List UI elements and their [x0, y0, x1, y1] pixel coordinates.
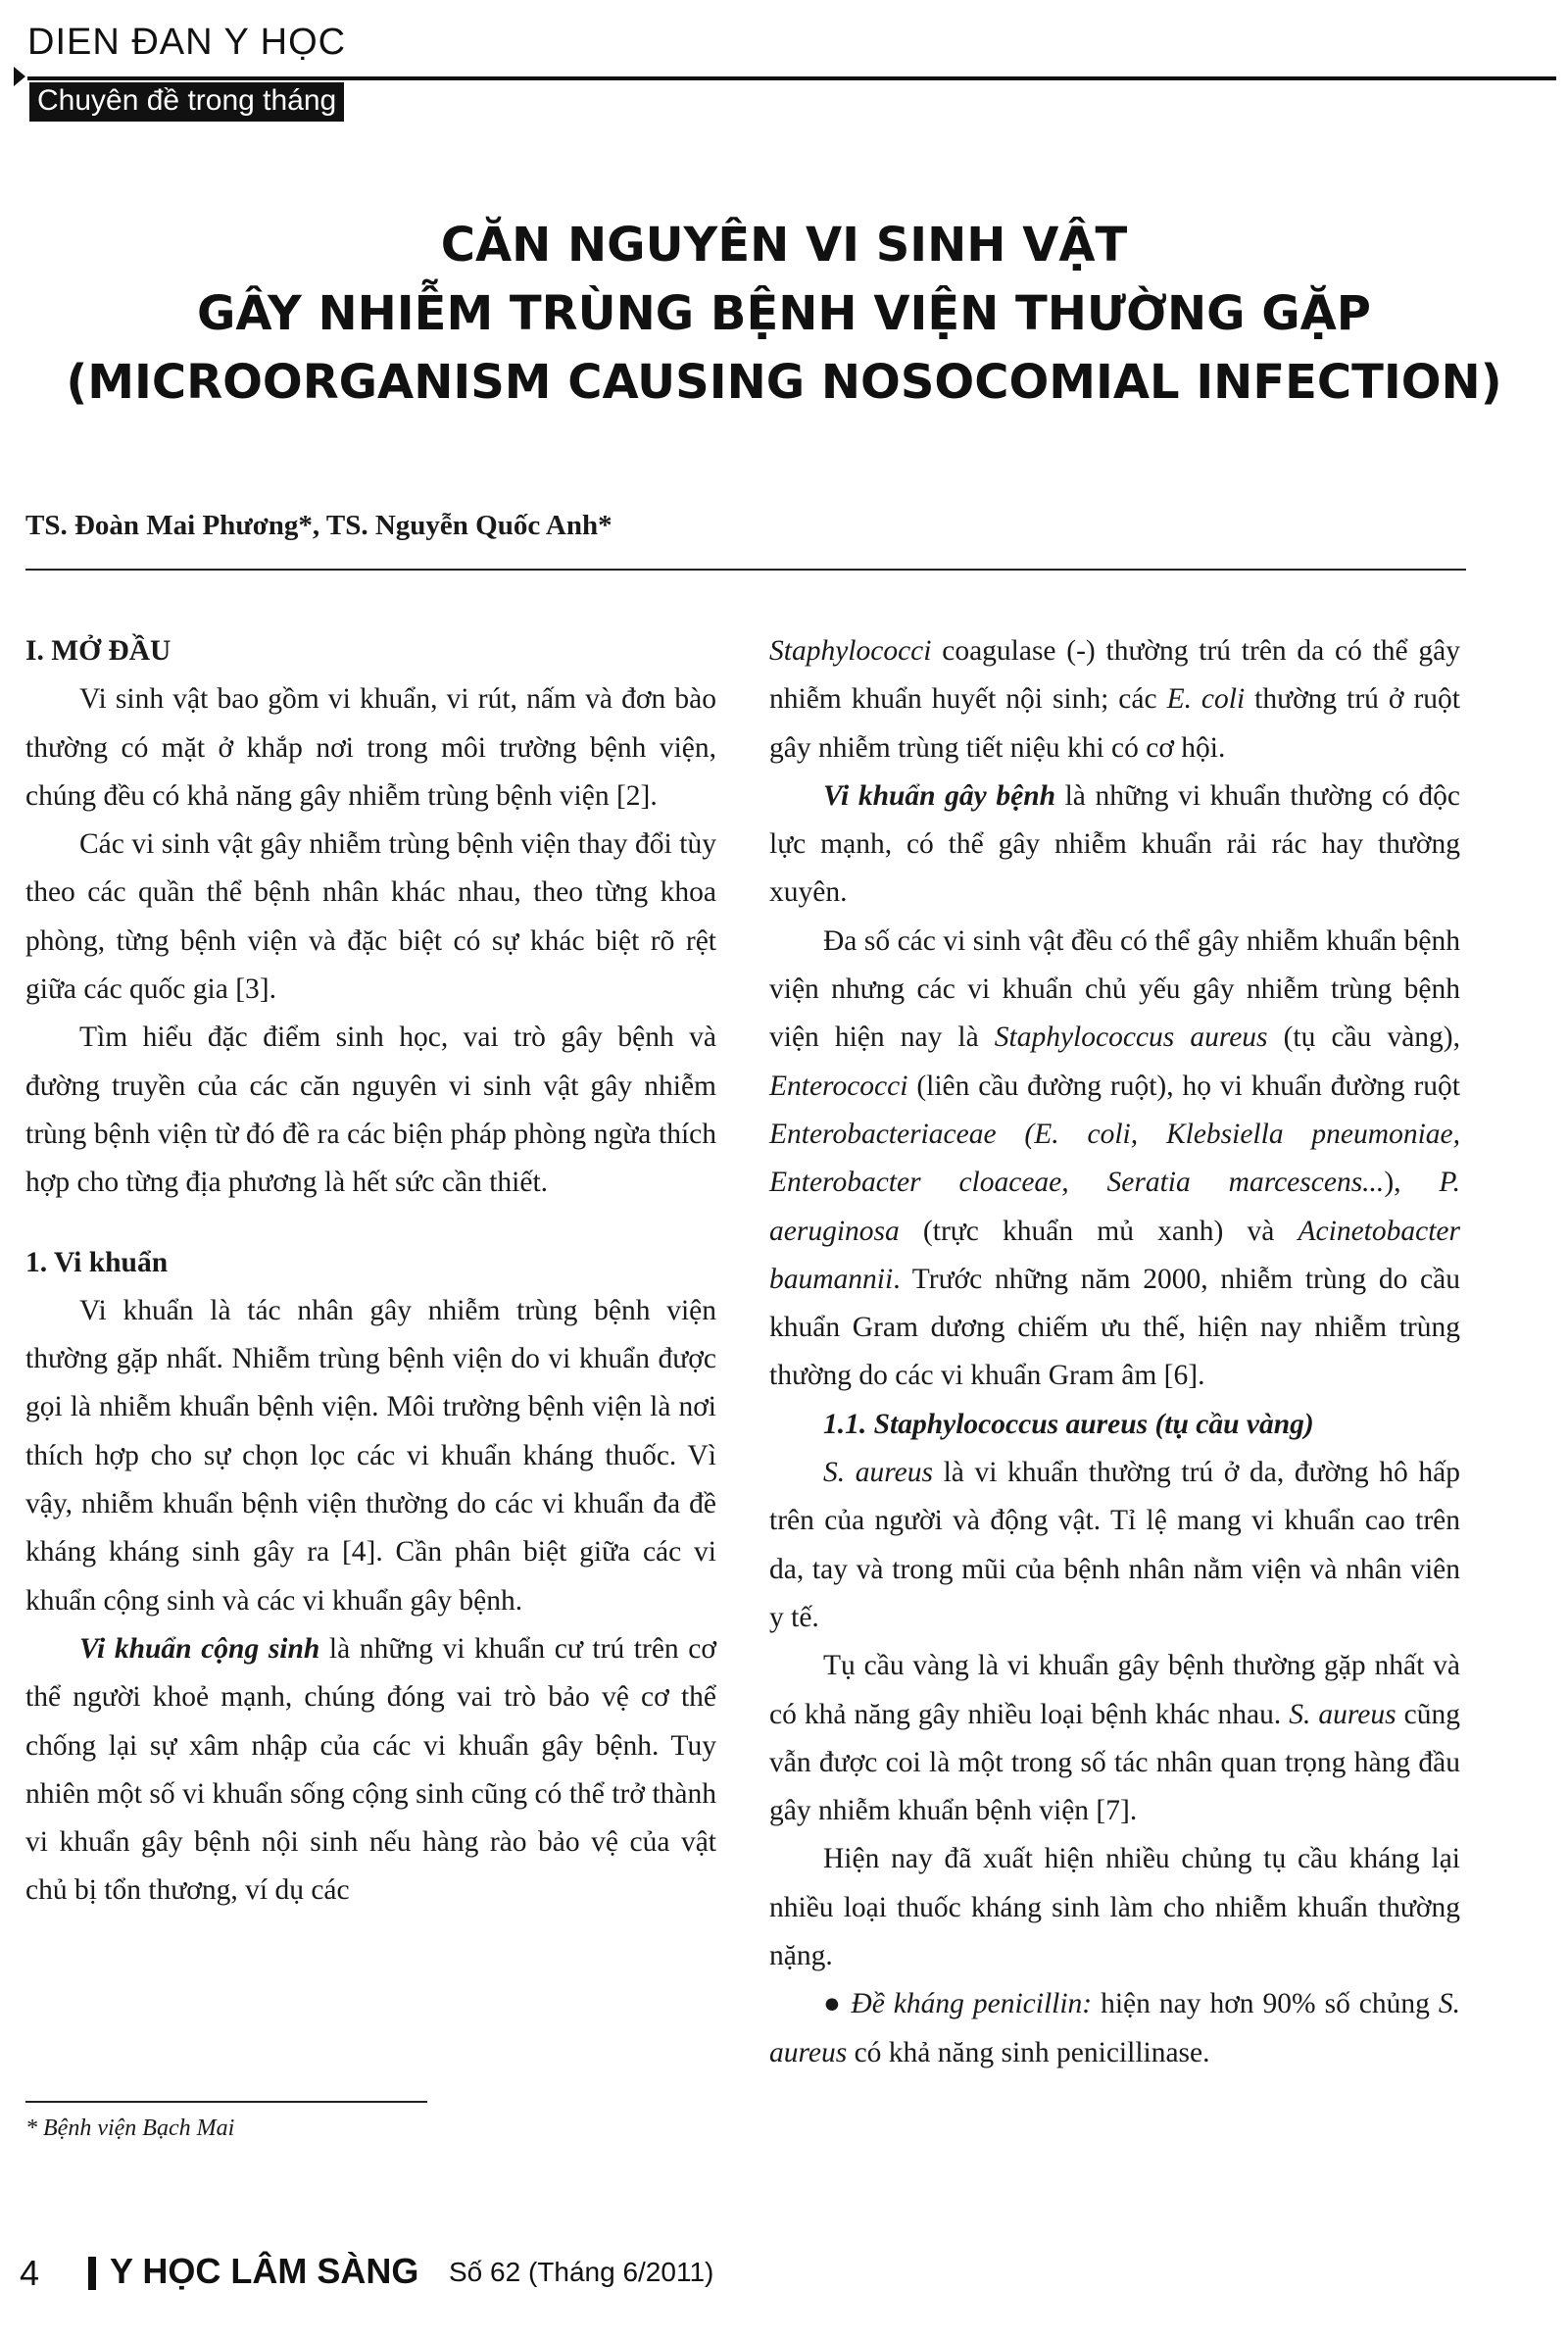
- footer-bar: [88, 2257, 96, 2290]
- article-title: [0, 211, 1568, 417]
- paragraph: Vi khuẩn gây bệnh là những vi khuẩn thường có độc lực mạnh, có thể gây nhiễm khuẩn rải rác hay thường xuyên.: [769, 779, 1460, 909]
- paragraph: Vi khuẩn cộng sinh là những vi khuẩn cư trú trên cơ thể người khoẻ mạnh, chúng đóng vai trò bảo vệ cơ thể chống lại sự xâm nhập của các vi khuẩn gây bệnh. Tuy nhiên một số vi khuẩn sống cộng sinh cũng có thể trở thành vi khuẩn gây bệnh nội sinh nếu hàng rào bảo vệ của vật chủ bị tổn thương, ví dụ các: [25, 1632, 716, 1907]
- author-line: TS. Đoàn Mai Phương*, TS. Nguyễn Quốc Anh*: [25, 510, 612, 541]
- author-divider: [25, 569, 1466, 571]
- paragraph: Đa số các vi sinh vật đều có thể gây nhiễm khuẩn bệnh viện nhưng các vi khuẩn chủ yếu gây nhiễm trùng bệnh viện hiện nay là Staphylococcus aureus (tụ cầu vàng), Enterococci (liên cầu đường ruột), họ vi khuẩn đường ruột Enterobacteriaceae (E. coli, Klebsiella pneumoniae, Enterobacter cloaceae, Seratia marcescens...), P. aeruginosa (trực khuẩn mủ xanh) và Acinetobacter baumannii. Trước những năm 2000, nhiễm trùng do cầu khuẩn Gram dương chiếm ưu thế, hiện nay nhiễm trùng thường do các vi khuẩn Gram âm [6].: [769, 924, 1460, 1392]
- subsection-heading-staph: 1.1. Staphylococcus aureus (tụ cầu vàng): [823, 1408, 1314, 1440]
- paragraph: Vi khuẩn là tác nhân gây nhiễm trùng bệnh viện thường gặp nhất. Nhiễm trùng bệnh viện do vi khuẩn được gọi là nhiễm khuẩn bệnh viện. Môi trường bệnh viện là nơi thích hợp cho sự chọn lọc các vi khuẩn kháng thuốc. Vì vậy, nhiễm khuẩn bệnh viện thường do các vi khuẩn đa đề kháng kháng sinh gây ra [4]. Cần phân biệt giữa các vi khuẩn cộng sinh và các vi khuẩn gây bệnh.: [25, 1294, 716, 1617]
- section-heading-bacteria: 1. Vi khuẩn: [25, 1246, 169, 1278]
- right-column: [769, 627, 1460, 2077]
- page-number: 4: [20, 2253, 40, 2293]
- term-pathogenic-bacteria: Vi khuẩn gây bệnh: [823, 779, 1056, 812]
- paragraph-continued: Staphylococci coagulase (-) thường trú trên da có thể gây nhiễm khuẩn huyết nội sinh; các E. coli thường trú ở ruột gây nhiễm trùng tiết niệu khi có cơ hội.: [769, 635, 1460, 764]
- title-line-2: GÂY NHIỄM TRÙNG BỆNH VIỆN THƯỜNG GẶP: [197, 286, 1371, 341]
- paragraph: Vi sinh vật bao gồm vi khuẩn, vi rút, nấm và đơn bào thường có mặt ở khắp nơi trong môi trường bệnh viện, chúng đều có khả năng gây nhiễm trùng bệnh viện [2].: [25, 683, 716, 812]
- journal-section-brand: DIEN ĐAN Y HỌC: [27, 22, 347, 63]
- footnote-divider: [25, 2101, 427, 2103]
- paragraph: Hiện nay đã xuất hiện nhiều chủng tụ cầu kháng lại nhiều loại thuốc kháng sinh làm cho nhiễm khuẩn thường nặng.: [769, 1843, 1460, 1972]
- journal-name: Y HỌC LÂM SÀNG: [110, 2251, 419, 2291]
- header-arrow-icon: [14, 67, 25, 86]
- header-rule: [27, 76, 1556, 80]
- title-line-3: (MICROORGANISM CAUSING NOSOCOMIAL INFECTION): [66, 355, 1502, 410]
- section-rubric: Chuyên đề trong tháng: [29, 82, 344, 122]
- term-commensal-bacteria: Vi khuẩn cộng sinh: [79, 1632, 320, 1665]
- title-line-1: CĂN NGUYÊN VI SINH VẬT: [440, 218, 1128, 273]
- issue-info: Số 62 (Tháng 6/2011): [449, 2257, 714, 2287]
- left-column: [25, 627, 716, 1916]
- paragraph: Các vi sinh vật gây nhiễm trùng bệnh viện thay đổi tùy theo các quần thể bệnh nhân khác nhau, theo từng khoa phòng, từng bệnh viện và đặc biệt có sự khác biệt rõ rệt giữa các quốc gia [3].: [25, 828, 716, 1006]
- bullet-icon: ●: [823, 1988, 843, 2020]
- footnote: * Bệnh viện Bạch Mai: [25, 2116, 235, 2141]
- page-header: [14, 22, 1558, 120]
- paragraph: S. aureus là vi khuẩn thường trú ở da, đường hô hấp trên của người và động vật. Tỉ lệ mang vi khuẩn cao trên da, tay và trong mũi của bệnh nhân nằm viện và nhân viên y tế.: [769, 1457, 1460, 1633]
- paragraph: Tìm hiểu đặc điểm sinh học, vai trò gây bệnh và đường truyền của các căn nguyên vi sinh vật gây nhiễm trùng bệnh viện từ đó đề ra các biện pháp phòng ngừa thích hợp cho từng địa phương là hết sức cần thiết.: [25, 1021, 716, 1199]
- section-heading-intro: I. MỞ ĐẦU: [25, 635, 172, 667]
- bullet-paragraph: ● Đề kháng penicillin: hiện nay hơn 90% số chủng S. aureus có khả năng sinh penicillinase.: [769, 1988, 1461, 2068]
- paragraph: Tụ cầu vàng là vi khuẩn gây bệnh thường gặp nhất và có khả năng gây nhiều loại bệnh khác nhau. S. aureus cũng vẫn được coi là một trong số tác nhân quan trọng hàng đầu gây nhiễm khuẩn bệnh viện [7].: [769, 1650, 1460, 1827]
